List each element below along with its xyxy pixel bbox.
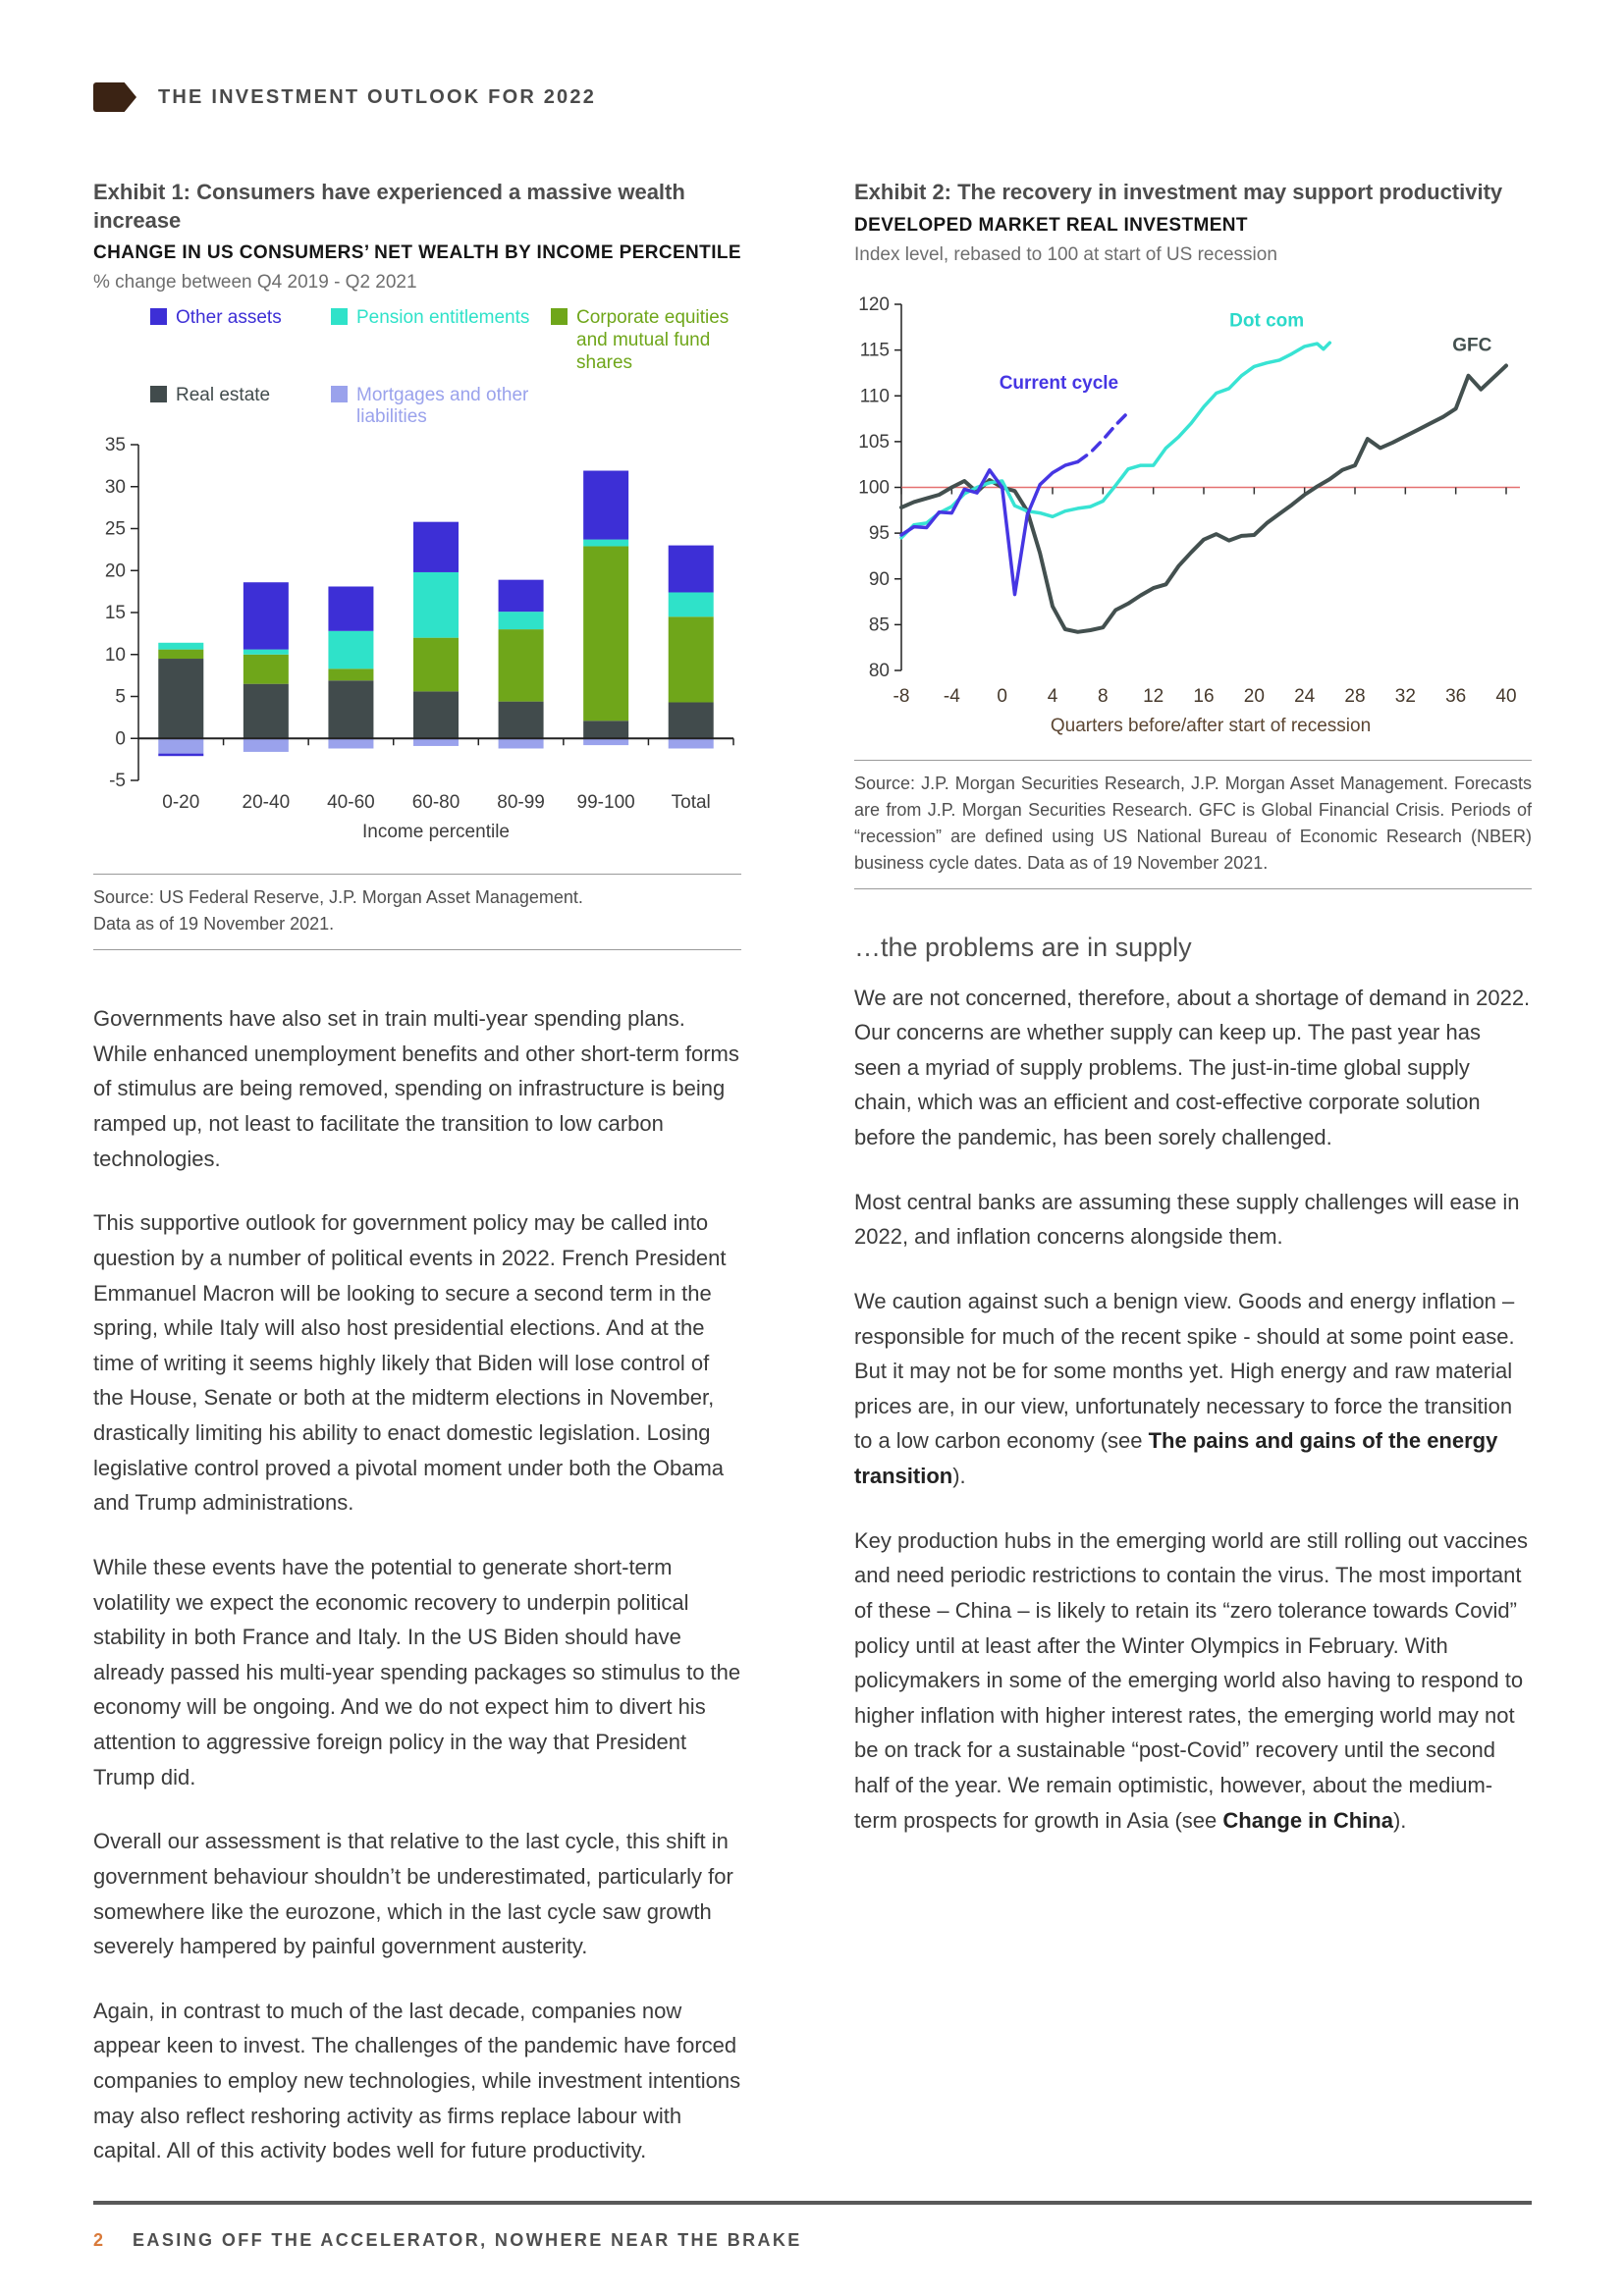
bar-segment (669, 546, 714, 593)
source-text: Source: US Federal Reserve, J.P. Morgan Asset Management. (93, 887, 583, 908)
paragraph: Governments have also set in train multi-year spending plans. While enhanced unemployment benefits and other short-term forms of stimulus are being removed, spending on infrastructure is being ramped up, not least to facilitate the transition to low carbon technologies. (93, 1006, 739, 1171)
exhibit-1-subtitle: CHANGE IN US CONSUMERS’ NET WEALTH BY INCOME PERCENTILE (93, 242, 741, 264)
legend-swatch (331, 386, 348, 402)
paragraph-text: We caution against such a benign view. Goods and energy inflation – responsible for much of the recent spike - should at some point ease. But it may not be for some months yet. High energy and raw material prices are, in our view, unfortunately necessary to force the transition to a low carbon economy (see (854, 1288, 1515, 1454)
exhibit-2-source (854, 760, 1532, 889)
svg-text:24: 24 (1294, 685, 1316, 707)
bar-segment (413, 638, 459, 692)
source-text: Source: J.P. Morgan Securities Research, J.P. Morgan Asset Management. Forecasts are from J.P. Morgan Securities Research. GFC is Global Financial Crisis. Periods of “recession” are defined using US National Bureau of Economic Research (NBER) business cycle dates. Data as of 19 November 2021. (854, 773, 1532, 873)
bar-segment (669, 616, 714, 702)
svg-text:0: 0 (997, 685, 1007, 707)
page-header (93, 82, 596, 112)
legend-item (150, 307, 325, 374)
paragraph: We are not concerned, therefore, about a shortage of demand in 2022. Our concerns are whether supply can keep up. The past year has seen a myriad of supply problems. The just-in-time global supply chain, which was an efficient and cost-effective corporate solution before the pandemic, has been sorely challenged. (854, 985, 1531, 1150)
svg-text:36: 36 (1445, 685, 1467, 707)
right-body-text (854, 933, 1532, 1839)
footer-title: EASING OFF THE ACCELERATOR, NOWHERE NEAR THE BRAKE (133, 2230, 802, 2250)
svg-text:90: 90 (868, 568, 890, 590)
bar-segment (328, 587, 373, 631)
bar-segment (244, 650, 289, 655)
svg-text:16: 16 (1193, 685, 1215, 707)
bar-segment (413, 572, 459, 638)
bar-segment (158, 659, 203, 738)
left-column (93, 179, 741, 2198)
legend-item (331, 385, 545, 430)
svg-text:28: 28 (1344, 685, 1366, 707)
svg-text:0-20: 0-20 (162, 792, 200, 814)
svg-text:110: 110 (859, 385, 890, 406)
legend-swatch (150, 308, 167, 325)
svg-text:25: 25 (104, 518, 126, 540)
series-label: Dot com (1229, 309, 1305, 331)
svg-text:-8: -8 (893, 685, 910, 707)
exhibit-2 (854, 179, 1532, 889)
bar-segment (583, 721, 628, 738)
bar-segment (413, 738, 459, 746)
legend-label: Other assets (176, 307, 282, 329)
paragraph: This supportive outlook for government policy may be called into question by a number of political events in 2022. French President Emmanuel Macron will be looking to secure a second term in the spring, while Italy will also host presidential elections. And at the time of writing it seems highly likely that Biden will lose control of the House, Senate or both at the midterm elections in November, drastically limiting his ability to enact domestic legislation. Losing legislative control proved a pivotal moment under both the Obama and Trump administrations. (93, 1210, 727, 1516)
legend-label: Mortgages and other liabilities (356, 384, 529, 428)
page-footer (93, 2201, 1532, 2251)
exhibit-1-legend (150, 307, 741, 429)
bar-segment (583, 738, 628, 745)
paragraph (854, 1284, 1532, 1494)
bar-segment (413, 522, 459, 572)
exhibit-2-line-chart (854, 280, 1532, 746)
content-columns (93, 179, 1532, 2198)
svg-text:100: 100 (858, 477, 890, 499)
legend-item (331, 307, 545, 374)
bar-segment (328, 668, 373, 680)
svg-text:0: 0 (115, 728, 126, 750)
bar-segment (244, 684, 289, 739)
legend-item (150, 385, 325, 430)
bar-segment (158, 738, 203, 753)
svg-text:20: 20 (1243, 685, 1265, 707)
svg-text:115: 115 (859, 340, 890, 361)
svg-text:30: 30 (104, 476, 126, 498)
bar-segment (413, 692, 459, 739)
legend-label: Pension entitlements (356, 307, 530, 329)
svg-text:Total: Total (671, 792, 711, 814)
legend-item (551, 307, 741, 374)
svg-text:20-40: 20-40 (242, 792, 291, 814)
series-label: GFC (1452, 335, 1492, 356)
exhibit-1-chart-svg (93, 431, 741, 855)
exhibit-1 (93, 179, 741, 950)
bar-segment (158, 650, 203, 659)
paragraph: Most central banks are assuming these supply challenges will ease in 2022, and inflation concerns alongside them. (854, 1189, 1520, 1250)
bar-segment (669, 738, 714, 748)
bar-segment (499, 702, 544, 739)
exhibit-1-unit-note: % change between Q4 2019 - Q2 2021 (93, 272, 417, 294)
series-current-cycle-forecast (1078, 412, 1128, 461)
exhibit-1-title: Exhibit 1: Consumers have experienced a massive wealth increase (93, 180, 685, 233)
header-title: THE INVESTMENT OUTLOOK FOR 2022 (158, 85, 597, 108)
svg-text:85: 85 (868, 614, 890, 635)
svg-text:8: 8 (1098, 685, 1109, 707)
bar-segment (328, 631, 373, 668)
bar-segment (583, 540, 628, 547)
paragraph: Again, in contrast to much of the last decade, companies now appear keen to invest. The challenges of the pandemic have forced companies to employ new technologies, while investment intentions may also reflect reshoring activity as firms replace labour with capital. All of this activity bodes well for future productivity. (93, 1998, 741, 2163)
paragraph (854, 1523, 1532, 1839)
right-column (854, 179, 1532, 2198)
bar-segment (244, 738, 289, 752)
exhibit-2-title: Exhibit 2: The recovery in investment may support productivity (854, 180, 1503, 204)
svg-text:-5: -5 (109, 771, 126, 792)
exhibit-2-unit-note: Index level, rebased to 100 at start of US recession (854, 243, 1277, 265)
svg-text:40: 40 (1495, 685, 1517, 707)
page-number: 2 (93, 2230, 104, 2250)
paragraph-text: ). (952, 1464, 966, 1489)
legend-swatch (150, 386, 167, 402)
svg-text:105: 105 (858, 431, 890, 453)
bar-segment (583, 547, 628, 721)
svg-text:99-100: 99-100 (576, 792, 635, 814)
bar-segment (499, 612, 544, 629)
jpm-bookmark-icon (93, 82, 136, 112)
svg-text:Quarters before/after start of: Quarters before/after start of recession (1050, 715, 1372, 736)
legend-swatch (331, 308, 348, 325)
svg-text:-4: -4 (943, 685, 960, 707)
bar-segment (583, 471, 628, 540)
left-body-text (93, 1001, 741, 2168)
exhibit-1-source (93, 874, 741, 950)
exhibit-1-stacked-bar-chart (93, 431, 741, 860)
bar-segment (244, 655, 289, 684)
svg-text:80: 80 (868, 660, 890, 681)
legend-label: Corporate equities and mutual fund shares (576, 307, 730, 373)
section-heading: …the problems are in supply (854, 932, 1192, 962)
cross-reference-link[interactable]: Change in China (1222, 1807, 1393, 1833)
bar-segment (669, 703, 714, 739)
svg-text:120: 120 (858, 294, 890, 315)
svg-text:40-60: 40-60 (327, 792, 375, 814)
exhibit-2-chart-svg (854, 280, 1532, 741)
svg-text:60-80: 60-80 (411, 792, 460, 814)
bar-segment (499, 580, 544, 612)
svg-text:5: 5 (115, 686, 126, 708)
svg-text:15: 15 (104, 603, 126, 624)
bar-segment (669, 593, 714, 617)
footer-rule (93, 2201, 1532, 2205)
cross-reference-link[interactable]: The pains and gains of the energy transition (854, 1428, 1498, 1489)
svg-text:95: 95 (868, 522, 890, 544)
svg-text:35: 35 (104, 435, 126, 456)
paragraph: Overall our assessment is that relative to the last cycle, this shift in government behaviour shouldn’t be underestimated, particularly for somewhere like the eurozone, which in the last cycle saw growth severely hampered by painful government austerity. (93, 1829, 733, 1959)
paragraph-text: Key production hubs in the emerging world are still rolling out vaccines and need periodic restrictions to contain the virus. The most important of these – China – is likely to retain its “zero tolerance towards Covid” policy until at least after the Winter Olympics in February. With policymakers in some of the emerging world also having to respond to higher inflation with higher interest rates, the emerging world may not be on track for a sustainable “post-Covid” recovery until the second half of the year. We remain optimistic, however, about the medium-term prospects for growth in Asia (see (854, 1527, 1529, 1833)
svg-text:12: 12 (1143, 685, 1164, 707)
svg-text:10: 10 (104, 644, 126, 666)
svg-text:32: 32 (1394, 685, 1416, 707)
bar-segment (158, 643, 203, 650)
svg-text:80-99: 80-99 (497, 792, 545, 814)
series-label: Current cycle (999, 372, 1119, 394)
bar-segment (328, 680, 373, 738)
bar-segment (499, 629, 544, 702)
paragraph-text: ). (1392, 1807, 1407, 1833)
bar-segment (158, 754, 203, 757)
svg-text:20: 20 (104, 561, 126, 582)
svg-text:Income percentile: Income percentile (362, 822, 510, 843)
legend-swatch (551, 308, 568, 325)
svg-text:4: 4 (1047, 685, 1058, 707)
bar-segment (328, 738, 373, 748)
exhibit-2-subtitle: DEVELOPED MARKET REAL INVESTMENT (854, 214, 1248, 236)
legend-label: Real estate (176, 384, 271, 405)
bar-segment (244, 582, 289, 649)
bar-segment (499, 738, 544, 748)
source-text: Data as of 19 November 2021. (93, 914, 335, 934)
paragraph: While these events have the potential to generate short-term volatility we expect the economic recovery to underpin political stability in both France and Italy. In the US Biden should have already passed his multi-year spending packages so stimulus to the economy will be ongoing. And we do not expect him to divert his attention to aggressive foreign policy in the way that President Trump did. (93, 1554, 741, 1789)
